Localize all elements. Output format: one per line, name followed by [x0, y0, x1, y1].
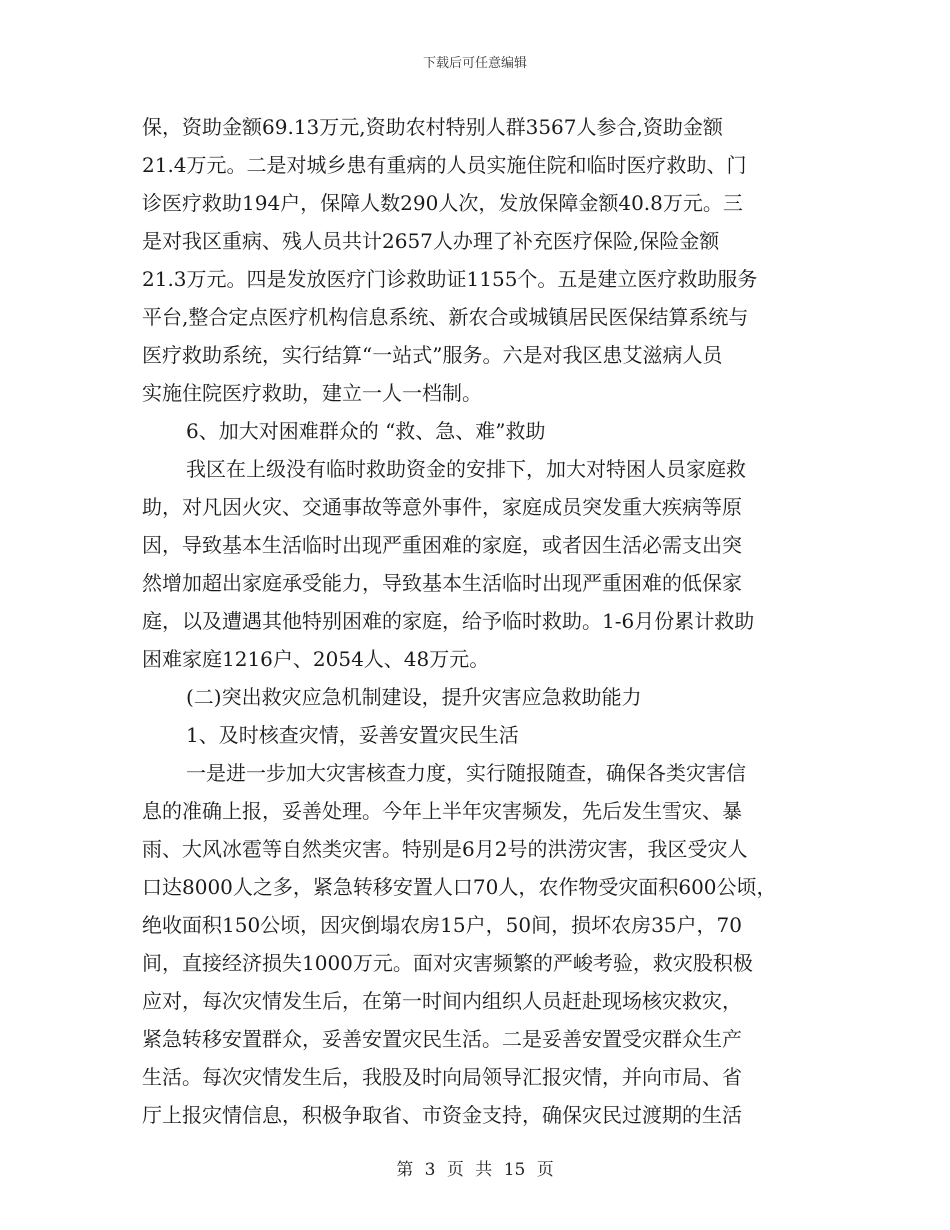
body-line: 助，对凡因火灾、交通事故等意外事件，家庭成员突发重大疾病等原 [142, 495, 742, 519]
body-line: (二)突出救灾应急机制建设，提升灾害应急救助能力 [186, 685, 642, 709]
body-line: 因，导致基本生活临时出现严重困难的家庭，或者因生活必需支出突 [142, 533, 742, 557]
body-line: 息的准确上报，妥善处理。今年上半年灾害频发，先后发生雪灾、暴 [142, 799, 742, 823]
body-line: 平台,整合定点医疗机构信息系统、新农合或城镇居民医保结算系统与 [142, 305, 749, 329]
body-line: 21.3万元。四是发放医疗门诊救助证1155个。五是建立医疗救助服务 [142, 267, 758, 291]
body-line: 困难家庭1216户、2054人、48万元。 [142, 647, 490, 671]
body-line: 庭，以及遭遇其他特别困难的家庭，给予临时救助。1-6月份累计救助 [142, 609, 755, 633]
body-line: 生活。每次灾情发生后，我股及时向局领导汇报灾情，并向市局、省 [142, 1065, 742, 1089]
body-line: 厅上报灾情信息，积极争取省、市资金支持，确保灾民过渡期的生活 [142, 1103, 742, 1127]
body-line: 一是进一步加大灾害核查力度，实行随报随查，确保各类灾害信 [186, 761, 746, 785]
page-header: 下载后可任意编辑 [422, 56, 527, 71]
document-body [142, 108, 832, 1134]
body-line: 保，资助金额69.13万元,资助农村特别人群3567人参合,资助金额 [142, 115, 723, 139]
body-line: 间，直接经济损失1000万元。面对灾害频繁的严峻考验，救灾股积极 [142, 951, 753, 975]
body-line: 应对，每次灾情发生后，在第一时间内组织人员赶赴现场核灾救灾， [142, 989, 742, 1013]
body-line: 口达8000人之多，紧急转移安置人口70人，农作物受灾面积600公顷， [142, 875, 777, 899]
body-line: 医疗救助系统，实行结算“一站式”服务。六是对我区患艾滋病人员 [142, 343, 723, 367]
body-line: 雨、大风冰雹等自然类灾害。特别是6月2号的洪涝灾害，我区受灾人 [142, 837, 748, 861]
body-line: 然增加超出家庭承受能力，导致基本生活临时出现严重困难的低保家 [142, 571, 742, 595]
body-line: 紧急转移安置群众，妥善安置灾民生活。二是妥善安置受灾群众生产 [142, 1027, 742, 1051]
body-line: 实施住院医疗救助，建立一人一档制。 [142, 381, 482, 405]
body-line: 1、及时核查灾情，妥善安置灾民生活 [186, 723, 519, 747]
body-line: 6、加大对困难群众的 “救、急、难”救助 [186, 419, 546, 443]
page-footer: 第 3 页 共 15 页 [396, 1160, 554, 1180]
body-line: 21.4万元。二是对城乡患有重病的人员实施住院和临时医疗救助、门 [142, 153, 747, 177]
body-line: 绝收面积150公顷，因灾倒塌农房15户，50间，损坏农房35户，70 [142, 913, 742, 937]
body-line: 我区在上级没有临时救助资金的安排下，加大对特困人员家庭救 [186, 457, 746, 481]
body-line: 是对我区重病、残人员共计2657人办理了补充医疗保险,保险金额 [142, 229, 720, 253]
body-line: 诊医疗救助194户，保障人数290人次，发放保障金额40.8万元。三 [142, 191, 743, 215]
